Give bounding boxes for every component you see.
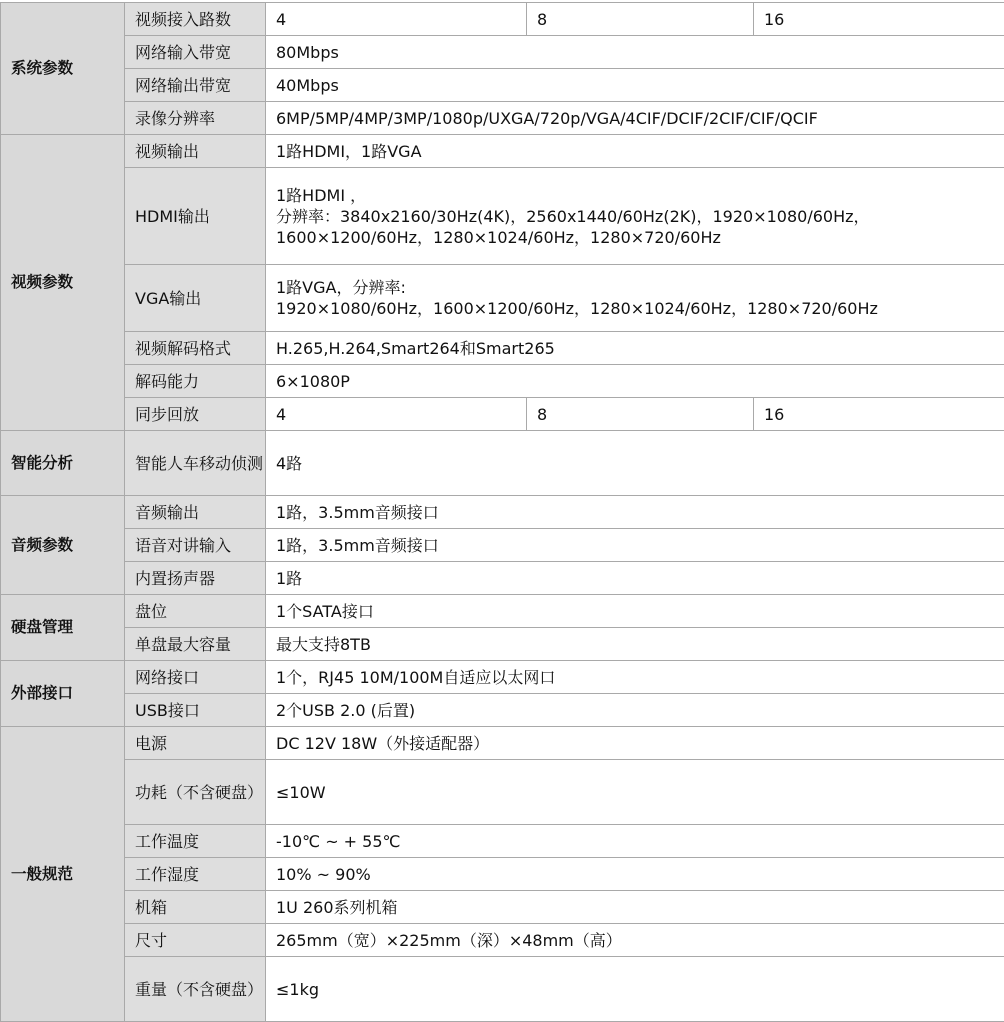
table-row — [1, 957, 1004, 1022]
table-row — [1, 595, 1004, 628]
row-value — [266, 265, 1004, 332]
row-label: 智能人车移动侦测 — [125, 431, 266, 496]
table-row — [1, 398, 1004, 431]
table-row — [1, 365, 1004, 398]
row-label: 解码能力 — [125, 365, 266, 398]
row-value: 40Mbps — [266, 69, 1004, 102]
category-video: 视频参数 — [1, 135, 125, 431]
row-value — [266, 168, 1004, 265]
row-value: 1路，3.5mm音频接口 — [266, 496, 1004, 529]
row-value: 1路，3.5mm音频接口 — [266, 529, 1004, 562]
row-value: 1个SATA接口 — [266, 595, 1004, 628]
row-label: 重量（不含硬盘） — [125, 957, 266, 1022]
row-value: 265mm（宽）×225mm（深）×48mm（高） — [266, 924, 1004, 957]
table-row — [1, 102, 1004, 135]
row-label: 机箱 — [125, 891, 266, 924]
row-value: 4 — [266, 398, 527, 431]
table-row — [1, 332, 1004, 365]
value-line: 1920×1080/60Hz，1600×1200/60Hz，1280×1024/60Hz，1280×720/60Hz — [276, 298, 1004, 319]
table-row — [1, 760, 1004, 825]
value-line: 1路HDMI ， — [276, 185, 1004, 206]
category-audio: 音频参数 — [1, 496, 125, 595]
table-row — [1, 661, 1004, 694]
table-row — [1, 924, 1004, 957]
row-label: 语音对讲输入 — [125, 529, 266, 562]
table-row — [1, 69, 1004, 102]
row-value: 最大支持8TB — [266, 628, 1004, 661]
row-value: 16 — [754, 398, 1004, 431]
category-disk: 硬盘管理 — [1, 595, 125, 661]
row-value: 1U 260系列机箱 — [266, 891, 1004, 924]
row-value: 1路HDMI，1路VGA — [266, 135, 1004, 168]
row-value: ≤1kg — [266, 957, 1004, 1022]
row-label: HDMI输出 — [125, 168, 266, 265]
table-row — [1, 431, 1004, 496]
row-value: 4 — [266, 3, 527, 36]
row-label: 电源 — [125, 727, 266, 760]
row-value: 1路 — [266, 562, 1004, 595]
table-row — [1, 529, 1004, 562]
table-row — [1, 36, 1004, 69]
category-general: 一般规范 — [1, 727, 125, 1022]
category-smart-analysis: 智能分析 — [1, 431, 125, 496]
table-row — [1, 562, 1004, 595]
table-row — [1, 265, 1004, 332]
row-value: 1个，RJ45 10M/100M自适应以太网口 — [266, 661, 1004, 694]
row-value: -10℃ ~ + 55℃ — [266, 825, 1004, 858]
row-label: USB接口 — [125, 694, 266, 727]
value-line: 1600×1200/60Hz，1280×1024/60Hz，1280×720/60Hz — [276, 227, 1004, 248]
value-line: 分辨率：3840x2160/30Hz(4K)，2560x1440/60Hz(2K)，1920×1080/60Hz， — [276, 206, 1004, 227]
row-value: 16 — [754, 3, 1004, 36]
row-label: 单盘最大容量 — [125, 628, 266, 661]
row-value: 2个USB 2.0 (后置) — [266, 694, 1004, 727]
table-row — [1, 825, 1004, 858]
row-value: 4路 — [266, 431, 1004, 496]
row-label: 工作温度 — [125, 825, 266, 858]
row-label: 网络接口 — [125, 661, 266, 694]
row-label: 内置扬声器 — [125, 562, 266, 595]
row-value: 8 — [527, 3, 754, 36]
row-label: 视频接入路数 — [125, 3, 266, 36]
table-row — [1, 694, 1004, 727]
row-label: 工作湿度 — [125, 858, 266, 891]
table-row — [1, 135, 1004, 168]
table-row — [1, 628, 1004, 661]
row-label: 尺寸 — [125, 924, 266, 957]
table-row — [1, 891, 1004, 924]
table-row — [1, 168, 1004, 265]
row-value: 6MP/5MP/4MP/3MP/1080p/UXGA/720p/VGA/4CIF/DCIF/2CIF/CIF/QCIF — [266, 102, 1004, 135]
category-external-interface: 外部接口 — [1, 661, 125, 727]
row-value: 8 — [527, 398, 754, 431]
row-label: 视频输出 — [125, 135, 266, 168]
row-label: 视频解码格式 — [125, 332, 266, 365]
table-row — [1, 3, 1004, 36]
table-row — [1, 727, 1004, 760]
row-value: ≤10W — [266, 760, 1004, 825]
row-value: 10% ~ 90% — [266, 858, 1004, 891]
row-label: 盘位 — [125, 595, 266, 628]
row-label: 网络输出带宽 — [125, 69, 266, 102]
spec-table — [0, 2, 1004, 1022]
row-label: 功耗（不含硬盘） — [125, 760, 266, 825]
row-value: 80Mbps — [266, 36, 1004, 69]
row-label: 音频输出 — [125, 496, 266, 529]
table-row — [1, 496, 1004, 529]
row-value: 6×1080P — [266, 365, 1004, 398]
row-label: 录像分辨率 — [125, 102, 266, 135]
value-line: 1路VGA，分辨率: — [276, 277, 1004, 298]
row-value: H.265,H.264,Smart264和Smart265 — [266, 332, 1004, 365]
row-value: DC 12V 18W（外接适配器） — [266, 727, 1004, 760]
row-label: VGA输出 — [125, 265, 266, 332]
row-label: 网络输入带宽 — [125, 36, 266, 69]
category-system: 系统参数 — [1, 3, 125, 135]
row-label: 同步回放 — [125, 398, 266, 431]
table-row — [1, 858, 1004, 891]
